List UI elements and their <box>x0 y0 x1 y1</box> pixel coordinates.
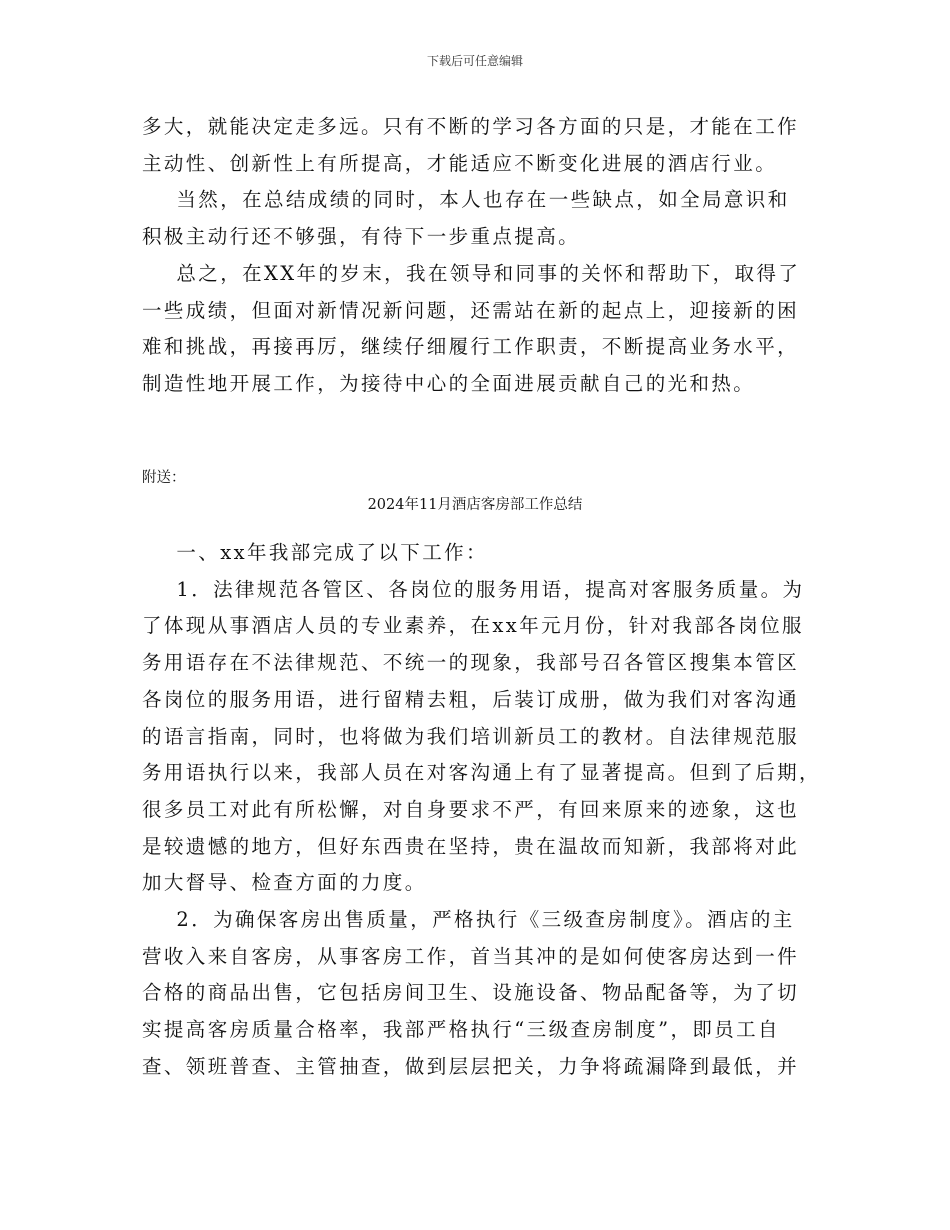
text-line: 加大督导、检查方面的力度。 <box>142 871 427 895</box>
text-line: 各岗位的服务用语，进行留精去粗，后装订成册，做为我们对客沟通 <box>142 687 800 711</box>
appendix-label: 附送： <box>142 470 186 486</box>
text-line: 多大，就能决定走多远。只有不断的学习各方面的只是，才能在工作 <box>142 115 800 138</box>
text-line: 1．法律规范各管区、各岗位的服务用语，提高对客服务质量。为 <box>142 577 805 601</box>
text-line: 很多员工对此有所松懈，对自身要求不严，有回来原来的迹象，这也 <box>142 797 800 821</box>
page-header: 下载后可任意编辑 <box>426 54 523 68</box>
text-line: 主动性、创新性上有所提高，才能适应不断变化进展的酒店行业。 <box>142 151 778 175</box>
text-line: 查、领班普查、主管抽查，做到层层把关，力争将疏漏降到最低，并 <box>142 1054 800 1078</box>
text-line: 务用语执行以来，我部人员在对客沟通上有了显著提高。但到了后期， <box>142 761 821 785</box>
text-line: 了体现从事酒店人员的专业素养，在xx年元月份，针对我部各岗位服 <box>142 614 804 638</box>
text-line: 2．为确保客房出售质量，严格执行《三级查房制度》。酒店的主 <box>142 908 795 932</box>
text-line: 一些成绩，但面对新情况新问题，还需站在新的起点上，迎接新的困 <box>142 298 800 322</box>
text-line: 务用语存在不法律规范、不统一的现象，我部号召各管区搜集本管区 <box>142 651 800 675</box>
text-line: 积极主动行还不够强，有待下一步重点提高。 <box>142 225 581 249</box>
text-line: 合格的商品出售，它包括房间卫生、设施设备、物品配备等，为了切 <box>142 981 800 1005</box>
appendix-title: 2024年11月酒店客房部工作总结 <box>367 497 583 513</box>
text-line: 一、xx年我部完成了以下工作： <box>142 541 488 564</box>
text-line: 总之，在XX年的岁末，我在领导和同事的关怀和帮助下，取得了 <box>142 261 801 285</box>
text-line: 制造性地开展工作，为接待中心的全面进展贡献自己的光和热。 <box>142 371 756 395</box>
text-line: 的语言指南，同时，也将做为我们培训新员工的教材。自法律规范服 <box>142 724 800 748</box>
body-text-block-1 <box>142 109 822 403</box>
text-line: 难和挑战，再接再厉，继续仔细履行工作职责，不断提高业务水平， <box>142 335 800 359</box>
text-line: 营收入来自客房，从事客房工作，首当其冲的是如何使客房达到一件 <box>142 944 800 968</box>
text-line: 实提高客房质量合格率，我部严格执行“三级查房制度”，即员工自 <box>142 1018 780 1042</box>
body-text-block-2 <box>142 535 822 1086</box>
text-line: 当然，在总结成绩的同时，本人也存在一些缺点，如全局意识和 <box>142 188 790 212</box>
text-line: 是较遗憾的地方，但好东西贵在坚持，贵在温故而知新，我部将对此 <box>142 834 800 858</box>
